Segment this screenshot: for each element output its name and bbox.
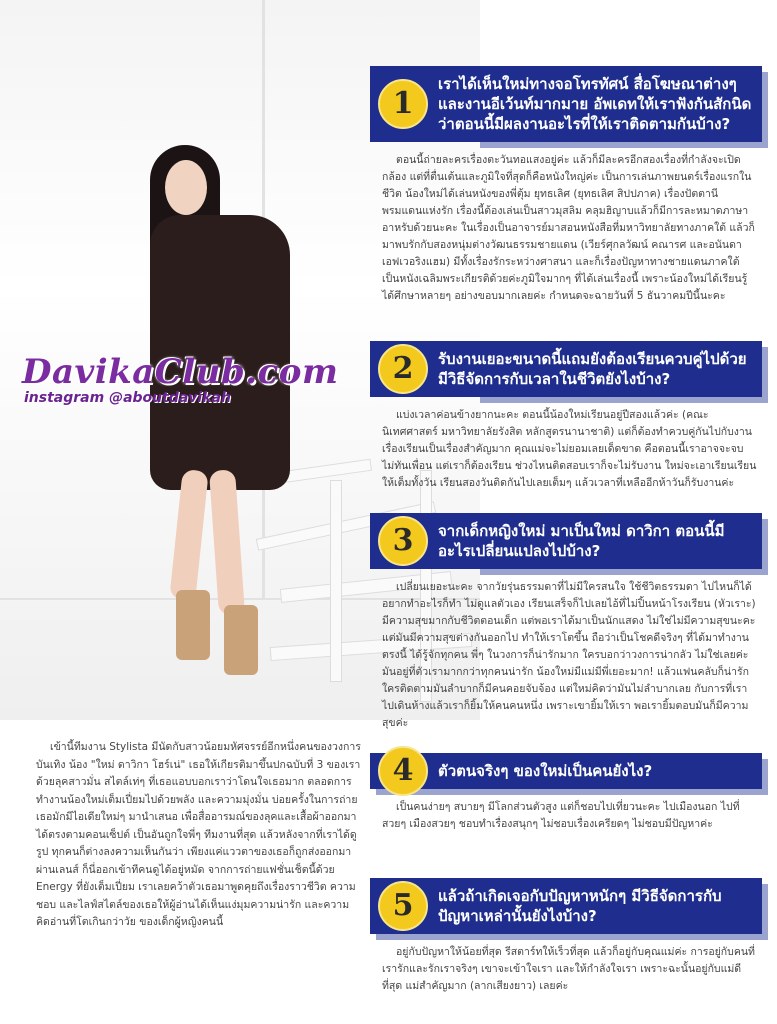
question-header xyxy=(370,66,762,142)
qa-block-5 xyxy=(370,878,762,995)
qa-block-4 xyxy=(370,753,762,833)
model-shoe xyxy=(176,590,210,660)
model-leg xyxy=(209,469,245,615)
answer-text: อยู่กับปัญหาให้น้อยที่สุด รีสตาร์ทให้เร็วที่สุด แล้วก็อยู่กับคุณแม่ค่ะ การอยู่กับคนที่เรารักและรักเราจริงๆ เขาจะเข้าใจเรา และให้กำลังใจเรา เพราะฉะนั้นอยู่กับแม่ดีที่สุด แม่สำคัญมาก (ลากเสียงยาว) เลยค่ะ xyxy=(382,946,755,992)
answer-text: ตอนนี้ถ่ายละครเรื่องตะวันทอแสงอยู่ค่ะ แล้วก็มีละครอีกสองเรื่องที่กำลังจะเปิดกล้อง แต่ที่ตื่นเต้นและภูมิใจที่สุดก็คือหนังใหญ่ค่ะ เป็นการเล่นภาพยนตร์เรื่องแรกในชีวิต น้องใหม่ได้เล่นหนังของพี่ตุ้ม ยุทธเลิศ (ยุทธเลิศ สิปปภาค) เรื่องปัตตานี พรมแดนแห่งรัก เรื่องนี้ต้องเล่นเป็นสาวมุสลิม คลุมฮิญาบแล้วก็มีการละหมาดภาษาอาหรับด้วยนะคะ ในเรื่องเป็นอาจารย์มาสอนหนังสือที่มหาวิทยาลัยทางภาคใต้ แล้วก็มาพบรักกับสองหนุ่มต่างวัฒนธรรมชายแดน (เวียร์ศุกลวัฒน์ คณารศ และอนันดา เอฟเวอริงแฮม) มีทั้งเรื่องรักระหว่างศาสนา และก็เรื่องปัญหาทางชายแดนภาคใต้ เป็นหนังเฉลิมพระเกียรติด้วยค่ะภูมิใจมากๆ ที่ได้เล่นเรื่องนี้ เพราะน้องใหม่ได้เรียนรู้ ได้ศึกษาหลายๆ อย่างขอบมากเลยค่ะ กำหนดจะฉายวันที่ 5 ธันวาคมปีนี้นะคะ xyxy=(382,154,755,302)
watermark xyxy=(22,352,338,406)
question-header xyxy=(370,341,762,397)
question-text: ตัวตนจริงๆ ของใหม่เป็นคนยังไง? xyxy=(438,762,653,780)
watermark-instagram: instagram @aboutdavikah xyxy=(24,390,231,406)
question-number-badge: 1 xyxy=(378,79,428,129)
watermark-site: DavikaClub.com xyxy=(22,352,339,392)
answer-text: เป็นคนง่ายๆ สบายๆ มีโลกส่วนตัวสูง แต่ก็ชอบไปเที่ยวนะคะ ไปเมืองนอก ไปที่สวยๆ เมืองสวยๆ ชอบทำเรื่องสนุกๆ ไม่ชอบเรื่องเครียดๆ ไม่ชอบมีปัญหาค่ะ xyxy=(382,801,740,830)
question-number-badge: 5 xyxy=(378,881,428,931)
question-header xyxy=(370,753,762,789)
question-text: จากเด็กหญิงใหม่ มาเป็นใหม่ ดาวิกา ตอนนี้มีอะไรเปลี่ยนแปลงไปบ้าง? xyxy=(438,522,725,560)
model-shoe xyxy=(224,605,258,675)
question-number-badge: 3 xyxy=(378,516,428,566)
question-text: แล้วถ้าเกิดเจอกับปัญหาหนักๆ มีวิธีจัดการกับปัญหาเหล่านั้นยังไงบ้าง? xyxy=(438,887,722,925)
qa-block-3 xyxy=(370,513,762,732)
question-number-badge: 2 xyxy=(378,344,428,394)
model-face xyxy=(165,160,207,215)
question-text: เราได้เห็นใหม่ทางจอโทรทัศน์ สื่อโฆษณาต่างๆ และงานอีเว้นท์มากมาย อัพเดทให้เราฟังกันสักนิดว่าตอนนี้มีผลงานอะไรที่ให้เราติดตามกันบ้าง? xyxy=(438,75,752,133)
answer-text: เปลี่ยนเยอะนะคะ จากวัยรุ่นธรรมดาที่ไม่มีใครสนใจ ใช้ชีวิตธรรมดา ไปไหนก็ได้ อยากทำอะไรก็ทำ ไม่ดูแลตัวเอง เรียนเสร็จก็ไปเลยไอ้ที่ไม่ปิ้นหน้าโรงเรียน (หัวเราะ) มีความสุขมากกับชีวิตตอนเด็ก แต่พอเราได้มาเป็นนักแสดง ไม่ใช่ไม่มีความสุขนะคะ แต่มันมีความสุขต่างกันออกไป ทำให้เราโตขึ้น ถือว่าเป็นโชคดีจริงๆ ที่ได้มาทำงานตรงนี้ ได้รู้จักทุกคน พี่ๆ ในวงการก็น่ารักมาก ใครบอกว่าวงการน่ากลัว ไม่ใช่เลยค่ะ มันอยู่ที่ตัวเรามากกว่าทุกคนน่ารัก น้องใหม่มีแม่มีพี่เยอะมาก! แล้วแฟนคลับก็น่ารัก ใครติดตามมันลำบากก็มีคนคอยจับจ้อง แต่ใหม่คิดว่ามันไม่ลำบากเลย กับการที่เราไปเดินห้างแล้วเราก็ยิ้มให้คนคนหนึ่ง เพราะเขายิ้มให้เรา พอเรายิ้มตอบมันก็มีความสุขค่ะ xyxy=(382,581,756,729)
question-header xyxy=(370,513,762,569)
question-text: รับงานเยอะขนาดนี้แถมยังต้องเรียนควบคู่ไปด้วย มีวิธีจัดการกับเวลาในชีวิตยังไงบ้าง? xyxy=(438,350,747,388)
qa-block-1 xyxy=(370,66,762,305)
intro-paragraph: เข้านี้ทีมงาน Stylista มีนัดกับสาวน้อยมหัศจรรย์อีกหนึ่งคนของวงการบันเทิง น้อง "ใหม่ ดาวิกา โฮร์เน่" เธอให้เกียรติมาขึ้นปกฉบับที่ 3 ของเราด้วยลุคสาวมั่น สไตล์เท่ๆ ที่เธอแอบบอกเราว่าโดนใจเธอมาก ตลอดการทำงานน้องใหม่เต็มเปี่ยมไปด้วยพลัง และความมุ่งมั่น บ่อยครั้งในการถ่ายเธอมักมีไอเดียใหม่ๆ มานำเสนอ เพื่อสื่ออารมณ์ของลุคและเสื้อผ้าออกมาได้ตรงตามคอนเซ็ปต์ เป็นอันถูกใจพี่ๆ ทีมงานที่สุด แล้วหลังจากที่เราได้ดูรูป ทุกคนก็ต่างลงความเห็นกันว่า เพียงแค่แววตาของเธอก็ถูกส่งออกมาผ่านเลนส์ ก็นี่ออกเข้าทีคนดูได้อยู่หมัด จากการถ่ายแฟชั่นเช็ตนี้ด้วย Energy ที่ยังเต็มเปี่ยม เราเลยคว้าตัวเธอมาพูดคุยถึงเรื่องราวชีวิต ความชอบ และไลฟ์สไตล์ของเธอให้ผู้อ่านได้เห็นแง่มุมความน่ารัก และความคิดอ่านที่โตเกินกว่าวัย ของเด็กผู้หญิงคนนี้ xyxy=(36,741,361,928)
question-header xyxy=(370,878,762,934)
chair-leg xyxy=(330,480,342,682)
qa-block-2 xyxy=(370,341,762,492)
question-number-badge: 4 xyxy=(378,746,428,796)
answer-text: แบ่งเวลาค่อนข้างยากนะคะ ตอนนี้น้องใหม่เรียนอยู่ปีสองแล้วค่ะ (คณะนิเทศศาสตร์ มหาวิทยาลัยรังสิต หลักสูตรนานาชาติ) แต่ก็ต้องทำควบคู่กันไปกับงาน เรื่องเรียนเป็นเรื่องสำคัญมาก คุณแม่จะไม่ยอมเลยเด็ดขาด คือตอนนี้เราอาจจะจบไม่ทันเพื่อน แต่เราก็ต้องเรียน ช่วงไหนติดสอบเราก็จะไม่รับงาน ใหม่จะเอาเรียนเรียนให้เต็มทั้งวัน เรียนสองวันติดกันไปเลยเต็มๆ แล้วเวลาที่เหลืออีกห้าวันก็รับงานค่ะ xyxy=(382,409,757,489)
